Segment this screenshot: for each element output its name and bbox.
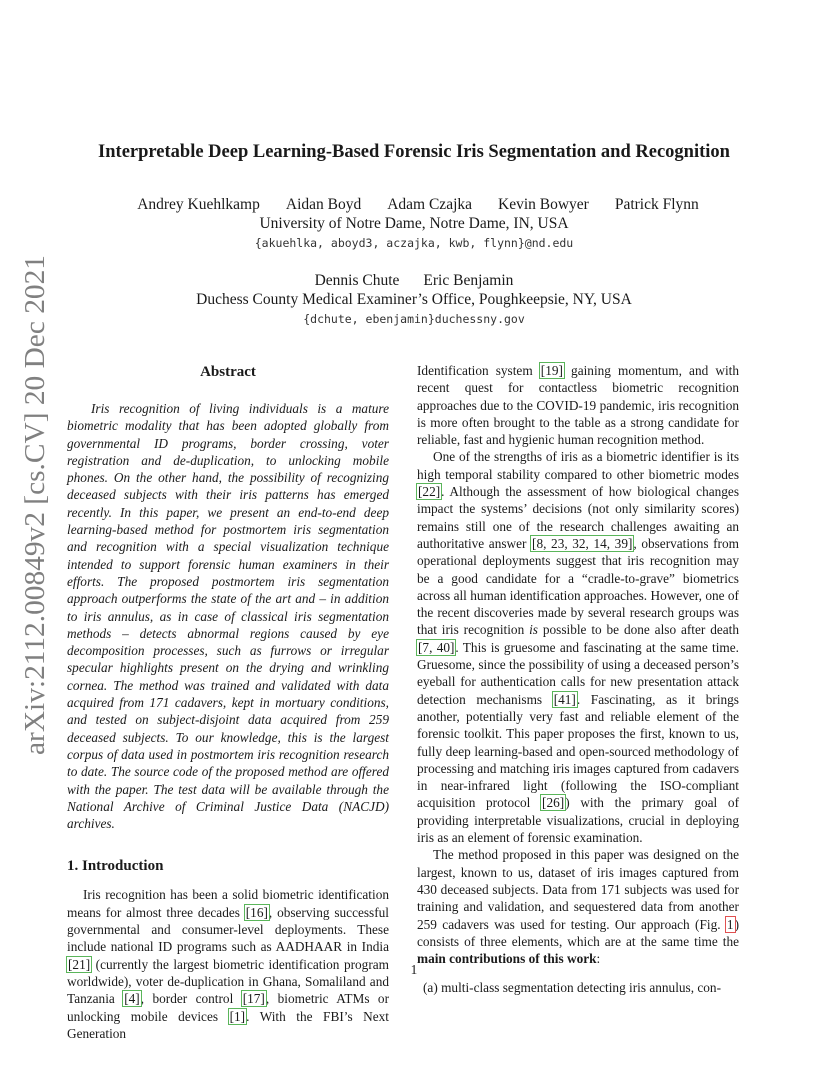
citation-link[interactable]: [22] (418, 484, 441, 500)
author-name: Dennis Chute (314, 272, 400, 289)
right-column (417, 362, 739, 997)
author-name: Aidan Boyd (285, 196, 362, 213)
author-name: Adam Czajka (387, 196, 473, 213)
citation-link[interactable]: [1] (229, 1008, 246, 1024)
citation-link[interactable]: [21] (68, 956, 91, 972)
citation-link[interactable]: [8, 23, 32, 14, 39] (532, 535, 633, 551)
author-name: Kevin Bowyer (498, 196, 589, 213)
affiliation-1: University of Notre Dame, Notre Dame, IN, USA (259, 215, 569, 232)
emails-1: {akuehlka, aboyd3, aczajka, kwb, flynn}@nd.edu (254, 236, 574, 250)
author-name: Andrey Kuehlkamp (137, 196, 260, 213)
affiliation-2: Duchess County Medical Examiner’s Office, Poughkeepsie, NY, USA (196, 291, 632, 308)
citation-link[interactable]: [19] (540, 363, 563, 378)
body-paragraph: The method proposed in this paper was designed on the largest, known to us, dataset of iris images captured from 430 deceased subjects. Data from 171 subjects was used for training and validation, and sequestered data from another 259 cadavers was used for testing. Our approach (Fig. 1) consists of three elements, which are at the same time the main contributions of this work: (417, 847, 739, 967)
arxiv-stamp-text: arXiv:2112.00849v2 [cs.CV] 20 Dec 2021 (20, 278, 51, 755)
citation-link[interactable]: [17] (242, 991, 265, 1007)
intro-heading: 1. Introduction (67, 858, 164, 875)
abstract-text: Iris recognition of living individuals is a mature biometric modality that has been adopted globally from governmental ID programs, border crossing, voter registration and de-duplication, to unlocking mobile phones. On the other hand, the possibility of recognizing deceased subjects with their iris patterns has emerged recently. In this paper, we present an end-to-end deep learning-based method for postmortem iris segmentation and recognition with a special visualization technique intended to support forensic human examiners in their efforts. The proposed postmortem iris segmentation approach outperforms the state of the art and – in addition to iris annulus, as in case of classical iris segmentation methods – detects abnormal regions caused by eye decomposition processes, such as furrows or irregular specular highlights present on the drying and wrinkling cornea. The method was trained and validated with data acquired from 171 cadavers, kept in mortuary conditions, and tested on subject-disjoint data acquired from 259 deceased subjects. To our knowledge, this is the largest corpus of data used in postmortem iris recognition research to date. The source code of the proposed method are offered with the paper. The test data will be available through the National Archive of Criminal Justice Data (NACJD) archives. (67, 401, 389, 832)
body-paragraph: One of the strengths of iris as a biometric identifier is its high temporal stability compared to other biometric modes [22]. Although the assessment of how biological changes impact the systems’ decisions (not only similarity scores) remains still one of the research challenges awaiting an authoritative answer [8, 23, 32, 14, 39], observations from operational deployments suggest that iris recognition may be a good candidate for a “cradle-to-grave” biometrics across all human identification approaches. However, one of the recent discoveries made by several research groups was that iris recognition is possible to be done also after death [7, 40]. This is gruesome and fascinating at the same time. Gruesome, since the possibility of using a deceased person’s eyeball for authentication calls for new presentation attack detection mechanisms [41]. Fascinating, as it brings another, potentially very fast and reliable element of the forensic toolkit. This paper proposes the first, known to us, fully deep learning-based and open-sourced methodology of processing and matching iris images captured from cadavers in near-infrared light (following the ISO-compliant acquisition protocol [26]) with the primary goal of providing interpretable visualizations, crucial in deploying iris as an element of forensic examination. (417, 449, 740, 846)
left-column (67, 362, 389, 1042)
citation-link[interactable]: [7, 40] (418, 639, 455, 655)
figure-link[interactable]: 1 (726, 916, 734, 932)
intro-paragraph: Iris recognition has been a solid biometric identification means for almost three decades [16], observing successful governmental and consumer-level deployments. These include national ID programs such as AADHAAR in India [21] (currently the largest biometric identification program worldwide), voter de-duplication in Ghana, Somaliland and Tanzania [4], border control [17], biometric ATMs or unlocking mobile devices [1]. With the FBI’s Next Generation (67, 887, 389, 1041)
contribution-item-a: (a) multi-class segmentation detecting iris annulus, con- (423, 980, 721, 996)
page-number: 1 (410, 962, 418, 977)
body-paragraph: Identification system [19] gaining momentum, and with recent quest for contactless biometric recognition approaches due to the COVID-19 pandemic, iris recognition is more often brought to the table as a strong candidate for reliable, fast and hygienic human recognition method. (417, 363, 739, 448)
citation-link[interactable]: [4] (124, 991, 140, 1007)
citation-link[interactable]: [26] (542, 795, 565, 811)
citation-link[interactable]: [16] (245, 904, 268, 920)
emails-2: {dchute, ebenjamin}duchessny.gov (303, 312, 525, 326)
citation-link[interactable]: [41] (553, 691, 576, 707)
author-name: Patrick Flynn (614, 196, 699, 213)
author-name: Eric Benjamin (423, 272, 514, 289)
abstract-heading: Abstract (200, 364, 256, 380)
paper-title: Interpretable Deep Learning-Based Forensic Iris Segmentation and Recognition (98, 142, 730, 162)
